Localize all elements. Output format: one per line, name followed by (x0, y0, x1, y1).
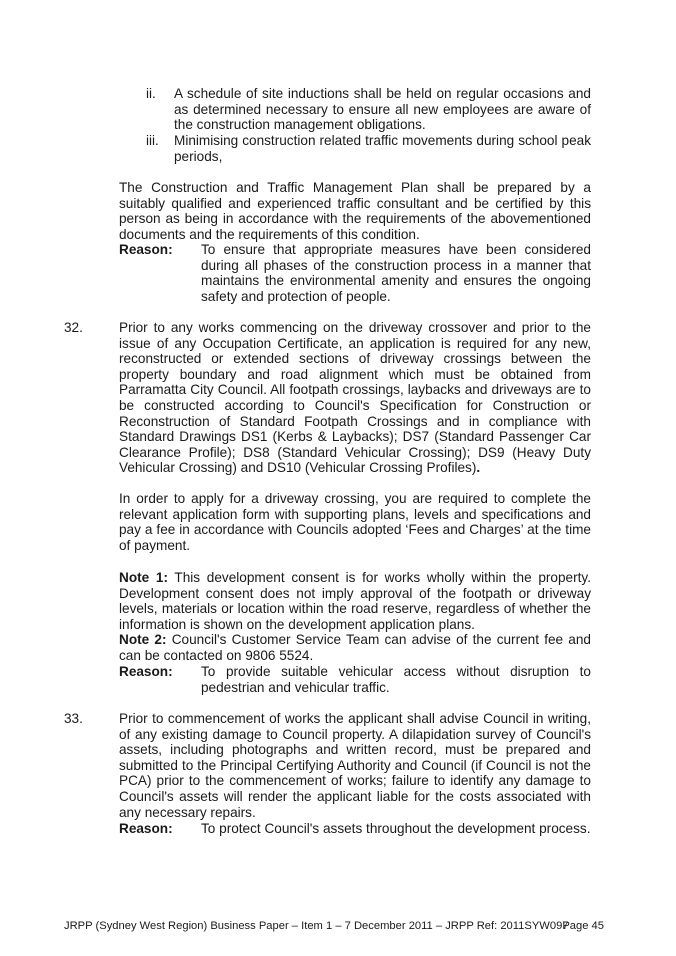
note-2-text: Council's Customer Service Team can advise of the current fee and can be contacted on 9806 5524. (119, 632, 591, 663)
sub-item-iii (146, 133, 591, 164)
sub-item-text: A schedule of site inductions shall be held on regular occasions and as determined necessary to ensure all new employees are aware of the construction management obligations. (174, 86, 591, 133)
reason-text: To provide suitable vehicular access without disruption to pedestrian and vehicular traffic. (201, 664, 591, 695)
reason-block-33 (119, 821, 591, 837)
condition-32-text-end: . (476, 460, 481, 476)
sub-item-text: Minimising construction related traffic movements during school peak periods, (174, 133, 591, 164)
reason-block-32 (119, 664, 591, 695)
note-1-text: This development consent is for works wholly within the property. Development consent does not imply approval of the footpath or driveway levels, materials or location within the road reserve, regardless of whether the information is shown on the development application plans. (119, 570, 591, 632)
note-2 (119, 632, 591, 663)
reason-text: To protect Council's assets throughout the development process. (201, 821, 591, 836)
ctmp-paragraph: The Construction and Traffic Management Plan shall be prepared by a suitably qualified and experienced traffic consultant and be certified by this person as being in accordance with the requirements of the abovementioned documents and the requirements of this condition. (119, 180, 591, 242)
condition-32-application-paragraph: In order to apply for a driveway crossing, you are required to complete the relevant application form with supporting plans, levels and specifications and pay a fee in accordance with Councils adopted ‘Fees and Charges’ at the time of payment. (119, 491, 591, 553)
footer-reference: JRPP (Sydney West Region) Business Paper – Item 1 – 7 December 2011 – JRPP Ref: 2011SYW097 (64, 920, 569, 932)
reason-label: Reason: (119, 242, 173, 257)
reason-text: To ensure that appropriate measures have been considered during all phases of the construction process in a manner that maintains the environmental amenity and ensures the ongoing safety and protection of people. (201, 242, 591, 304)
page-footer (64, 920, 604, 933)
reason-label: Reason: (119, 664, 173, 679)
note-1-label: Note 1: (119, 570, 168, 585)
condition-32-paragraph (119, 320, 591, 476)
note-2-label: Note 2: (119, 632, 167, 647)
reason-label: Reason: (119, 821, 173, 836)
sub-item-number: iii. (146, 133, 159, 148)
condition-number-32: 32. (64, 320, 83, 335)
condition-number-33: 33. (64, 711, 83, 726)
sub-item-number: ii. (146, 86, 156, 101)
note-1 (119, 570, 591, 632)
page-number: Page 45 (562, 920, 604, 932)
condition-33-paragraph: Prior to commencement of works the applicant shall advise Council in writing, of any existing damage to Council property. A dilapidation survey of Council's assets, including photographs and written record, must be prepared and submitted to the Principal Certifying Authority and Council (if Council is not the PCA) prior to the commencement of works; failure to identify any damage to Council's assets will render the applicant liable for the costs associated with any necessary repairs. (119, 711, 591, 820)
sub-item-ii (146, 86, 591, 133)
reason-block (119, 242, 591, 304)
condition-32-text: Prior to any works commencing on the driveway crossover and prior to the issue of any Occupation Certificate, an application is required for any new, reconstructed or extended sections of driveway crossings between the property boundary and road alignment which must be obtained from Parramatta City Council. All footpath crossings, laybacks and driveways are to be constructed according to Council's Specification for Construction or Reconstruction of Standard Footpath Crossings and in compliance with Standard Drawings DS1 (Kerbs & Laybacks); DS7 (Standard Passenger Car Clearance Profile); DS8 (Standard Vehicular Crossing); DS9 (Heavy Duty Vehicular Crossing) and DS10 (Vehicular Crossing Profiles) (119, 320, 591, 476)
